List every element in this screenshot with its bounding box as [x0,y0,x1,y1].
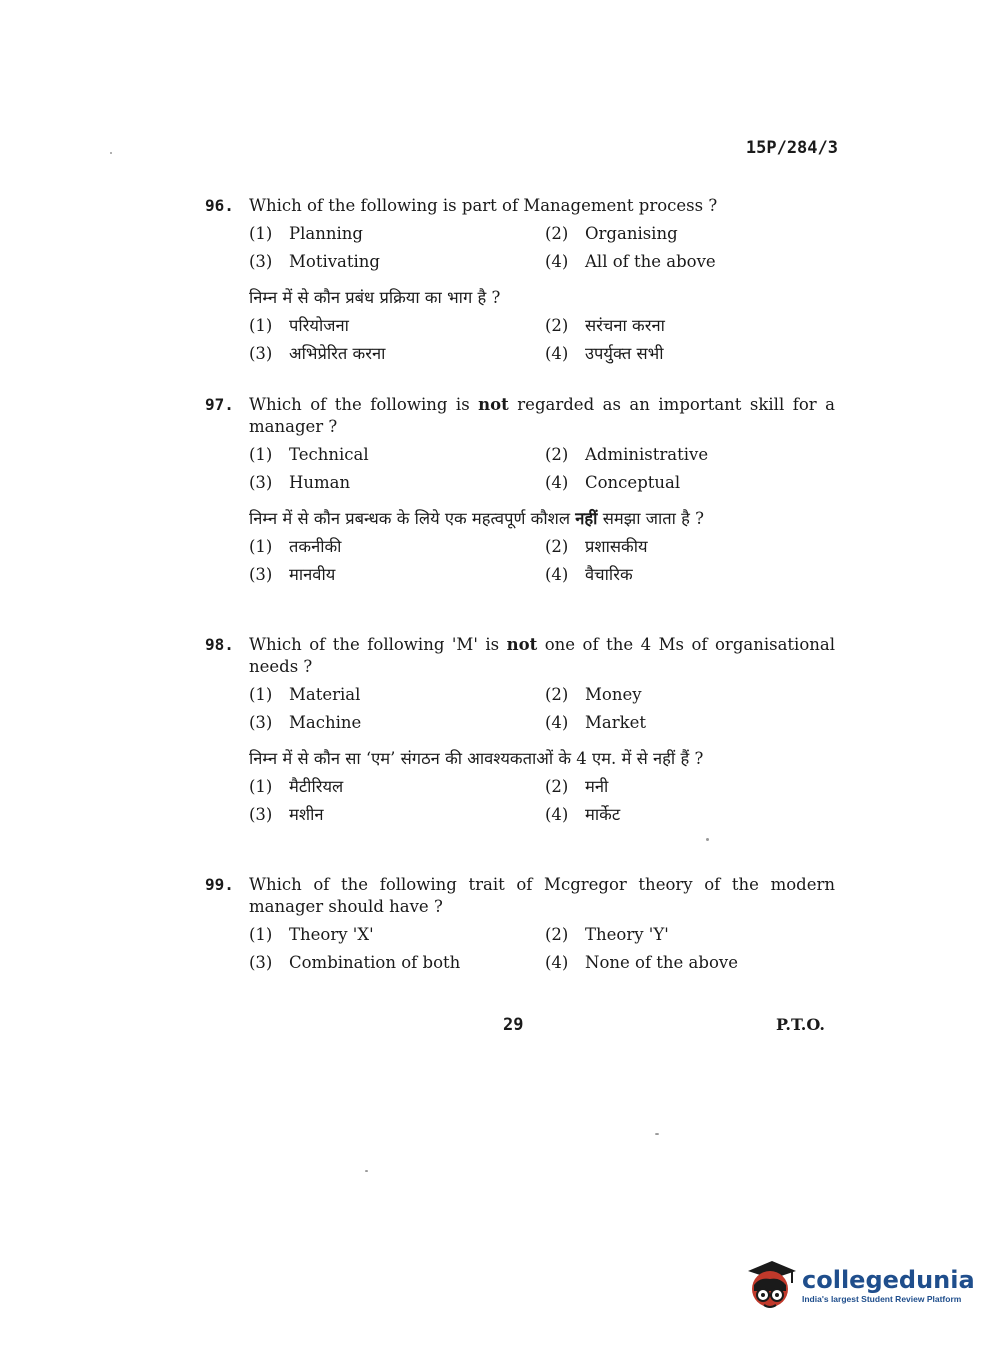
question-text [249,634,835,678]
question-text-part: निम्न में से कौन प्रबन्धक के लिये एक महत्वपूर्ण कौशल [249,509,576,528]
question-98 [205,634,835,826]
scan-speck [365,1170,368,1172]
options [249,924,835,974]
question-text-hindi: निम्न में से कौन सा ‘एम’ संगठन की आवश्यकताओं के 4 एम. में से नहीं हैं ? [249,749,704,768]
option-number: (1) [249,685,273,704]
question-text: Which of the following is part of Management process ? [249,196,718,215]
option-label: Machine [289,713,362,732]
option [249,684,545,706]
option [545,343,835,365]
option-number: (2) [545,685,569,704]
options-hindi [249,536,835,586]
option-label: वैचारिक [585,565,633,584]
option [249,343,545,365]
option-number: (3) [249,805,273,824]
question-text-emphasis: not [478,395,509,414]
scan-speck [110,152,112,154]
option-label: Organising [585,224,678,243]
option-number: (1) [249,224,273,243]
option [249,251,545,273]
options [249,684,835,734]
option [249,776,545,798]
option-number: (3) [249,713,273,732]
question-text-emphasis: नहीं [575,509,598,528]
question-text-part: regarded as an important skill for a manager ? [249,395,835,436]
option-label: Material [289,685,361,704]
option-label: All of the above [585,252,716,271]
option [545,251,835,273]
option-label: Administrative [585,445,709,464]
question-number: 97. [205,395,234,414]
option-label: तकनीकी [289,537,342,556]
option [249,952,545,974]
option-number: (1) [249,777,273,796]
option [545,223,835,245]
option-label: Technical [289,445,369,464]
option-label: Combination of both [289,953,461,972]
mascot-icon [742,1255,798,1315]
pto-label: P.T.O. [776,1015,825,1034]
option-label: None of the above [585,953,738,972]
option-number: (2) [545,445,569,464]
option-label: Human [289,473,351,492]
option-number: (4) [545,713,569,732]
question-text-hindi [249,508,835,530]
question-99 [205,874,835,974]
option [545,924,835,946]
option-label: सरंचना करना [585,316,665,335]
question-number: 99. [205,875,234,894]
option [545,776,835,798]
option-number: (4) [545,252,569,271]
collegedunia-logo [742,1250,975,1320]
option-number: (2) [545,224,569,243]
question-text-part: समझा जाता है ? [597,509,705,528]
options [249,444,835,494]
option [249,315,545,337]
option-number: (4) [545,473,569,492]
option-label: मार्केट [585,805,621,824]
option [249,472,545,494]
question-96 [205,195,835,365]
option [545,444,835,466]
option [545,804,835,826]
option [249,536,545,558]
option [249,223,545,245]
option-label: मशीन [289,805,324,824]
options-hindi [249,776,835,826]
option-label: मानवीय [289,565,336,584]
question-97 [205,394,835,586]
scan-speck [655,1133,659,1135]
option-number: (2) [545,316,569,335]
option [249,924,545,946]
options [249,223,835,273]
brand-tagline: India's largest Student Review Platform [802,1294,962,1304]
option-label: Money [585,685,642,704]
option [545,472,835,494]
option [545,564,835,586]
question-text-part: Which of the following is [249,395,479,414]
question-number: 98. [205,635,234,654]
scan-speck [706,838,709,841]
option-label: प्रशासकीय [585,537,648,556]
option-label: Planning [289,224,363,243]
option-label: उपर्युक्त सभी [585,344,664,363]
question-text-part: one of the 4 Ms of organisational needs ? [249,635,836,676]
option-number: (1) [249,925,273,944]
option-number: (4) [545,344,569,363]
option-number: (1) [249,537,273,556]
option-label: अभिप्रेरित करना [289,344,386,363]
option-number: (2) [545,537,569,556]
page-number: 29 [503,1015,524,1035]
option-label: Conceptual [585,473,681,492]
option-number: (4) [545,565,569,584]
option-number: (3) [249,565,273,584]
brand-name: collegedunia [802,1266,975,1294]
option-number: (3) [249,252,273,271]
options-hindi [249,315,835,365]
option-label: परियोजना [289,316,349,335]
logo-text [802,1266,975,1304]
option-number: (1) [249,316,273,335]
option-label: Market [585,713,647,732]
option-number: (4) [545,805,569,824]
paper-code: 15P/284/3 [745,138,838,158]
option [545,952,835,974]
option-number: (2) [545,925,569,944]
option [249,564,545,586]
question-text-hindi: निम्न में से कौन प्रबंध प्रक्रिया का भाग है ? [249,288,501,307]
question-text: Which of the following trait of Mcgregor theory of the modern manager should have ? [249,875,835,916]
option [249,444,545,466]
question-text [249,394,835,438]
option [545,315,835,337]
option [545,536,835,558]
option-label: मैटीरियल [289,777,344,796]
option-number: (3) [249,473,273,492]
option-number: (2) [545,777,569,796]
option-label: Motivating [289,252,380,271]
option-label: मनी [585,777,609,796]
option [249,804,545,826]
option-number: (3) [249,344,273,363]
option [249,712,545,734]
option-number: (4) [545,953,569,972]
question-text-emphasis: not [506,635,538,654]
option-number: (3) [249,953,273,972]
question-text-part: Which of the following 'M' is [249,635,507,654]
option-number: (1) [249,445,273,464]
question-number: 96. [205,196,234,215]
option-label: Theory 'Y' [585,925,669,944]
option [545,684,835,706]
option [545,712,835,734]
option-label: Theory 'X' [289,925,374,944]
